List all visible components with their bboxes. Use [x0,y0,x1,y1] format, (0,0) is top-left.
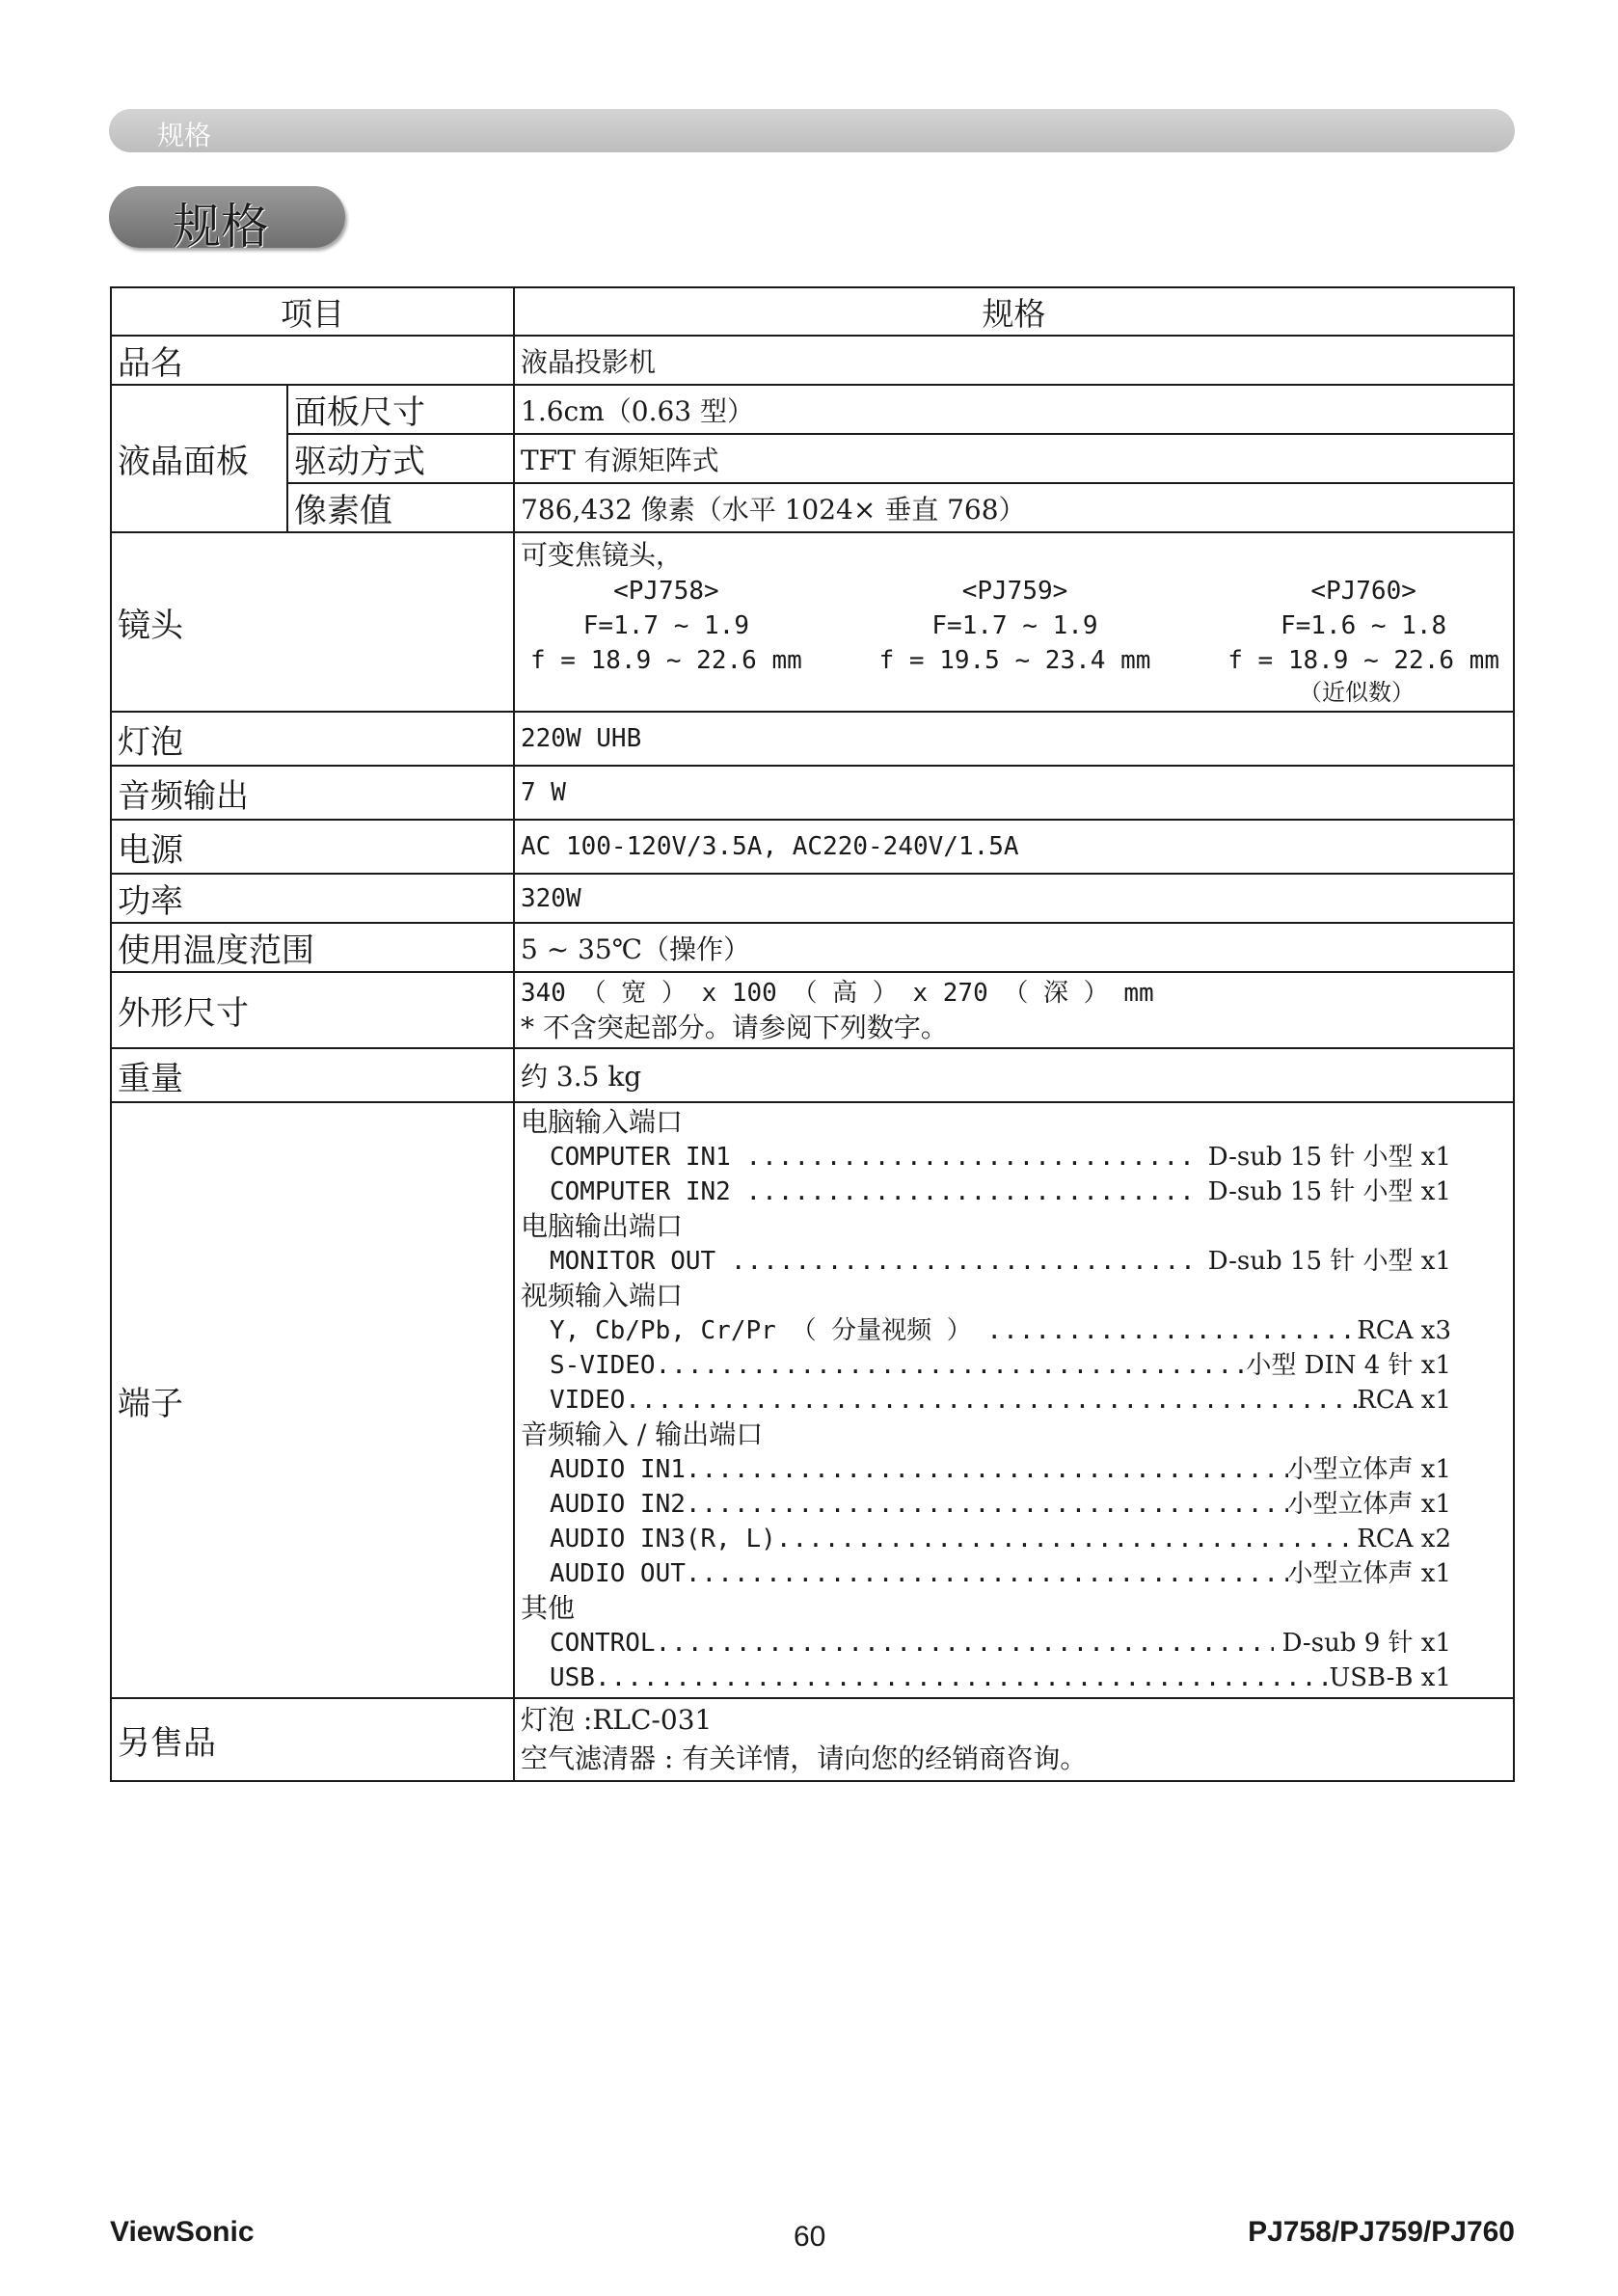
port-group-heading: 视频输入端口 [521,1280,684,1311]
port-spec: 小型立体声 x1 [1287,1490,1451,1519]
accessory-filter: 空气滤清器 : 有关详情，请向您的经销商咨询。 [521,1742,1088,1774]
table-header-row [111,287,1514,336]
value-lens [514,532,1514,712]
leader-dots [776,1522,1357,1556]
port-row [550,1487,1507,1522]
section-header-text: 规格 [157,120,212,151]
lens-focal-length: f = 19.5 ~ 23.4 mm [878,646,1151,675]
port-spec: RCA x3 [1357,1316,1451,1345]
port-spec: D-sub 15 针 小型 x1 [1200,1143,1451,1172]
port-name: COMPUTER IN1 [550,1143,746,1172]
dimensions-values: 340 （ 宽 ） x 100 （ 高 ） x 270 （ 深 ） mm [521,978,1154,1008]
row-pixels [111,483,1514,532]
port-spec: USB-B x1 [1329,1663,1451,1692]
leader-dots [731,1244,1200,1279]
port-spec: D-sub 15 针 小型 x1 [1200,1177,1451,1206]
leader-dots [686,1556,1288,1591]
port-group-heading: 电脑输出端口 [521,1210,684,1242]
value-weight: 约 3.5 kg [514,1048,1514,1102]
port-spec: 小型立体声 x1 [1287,1455,1451,1484]
footer-brand: ViewSonic [110,2216,255,2248]
footer-page-number: 60 [794,2221,826,2253]
port-name: MONITOR OUT [550,1247,731,1276]
port-row [550,1140,1507,1175]
port-group-heading: 其他 [521,1592,576,1624]
label-audio-output: 音频输出 [111,766,514,820]
lens-f-number: F=1.7 ~ 1.9 [931,611,1098,640]
row-lens [111,532,1514,712]
value-power-consumption: 320W [514,874,1514,923]
port-name: CONTROL [550,1629,656,1658]
label-drive-method: 驱动方式 [287,434,514,483]
label-product-name: 品名 [111,336,514,385]
label-accessories: 另售品 [111,1698,514,1781]
label-dimensions: 外形尺寸 [111,972,514,1048]
port-row [550,1175,1507,1209]
value-ports [514,1102,1514,1698]
lens-focal-length: f = 18.9 ~ 22.6 mm [530,646,802,675]
value-panel-size: 1.6cm（0.63 型） [514,385,1514,434]
port-row [550,1313,1507,1348]
port-spec: 小型 DIN 4 针 x1 [1246,1351,1451,1380]
row-weight [111,1048,1514,1102]
accessory-lamp: 灯泡 :RLC-031 [521,1704,713,1736]
port-spec: 小型立体声 x1 [1287,1559,1451,1588]
spec-table [110,286,1515,1782]
page-title: 规格 [173,199,269,255]
label-panel-size: 面板尺寸 [287,385,514,434]
port-spec: RCA x1 [1357,1386,1451,1415]
row-lamp [111,712,1514,766]
port-row [550,1348,1507,1383]
lens-model-name: <PJ760> [1310,577,1416,606]
leader-dots [686,1452,1288,1487]
leader-dots [595,1661,1329,1695]
lens-model-col [879,574,1151,678]
port-row [550,1522,1507,1556]
port-row [550,1626,1507,1661]
lens-f-number: F=1.6 ~ 1.8 [1281,611,1447,640]
row-power-consumption [111,874,1514,923]
value-accessories [514,1698,1514,1781]
lens-model-name: <PJ759> [961,577,1068,606]
row-accessories [111,1698,1514,1781]
port-spec: D-sub 9 针 x1 [1274,1629,1451,1658]
row-product-name [111,336,1514,385]
port-row [550,1452,1507,1487]
footer-models: PJ758/PJ759/PJ760 [1248,2216,1515,2248]
port-name: AUDIO OUT [550,1559,686,1588]
port-name: AUDIO IN2 [550,1490,686,1519]
port-spec: RCA x2 [1357,1525,1451,1553]
value-product-name: 液晶投影机 [514,336,1514,385]
label-power: 电源 [111,820,514,874]
lens-model-col [1227,574,1499,678]
value-dimensions [514,972,1514,1048]
leader-dots [686,1487,1288,1522]
lens-intro: 可变焦镜头， [521,539,684,571]
lens-focal-length: f = 18.9 ~ 22.6 mm [1227,646,1499,675]
value-lamp: 220W UHB [514,712,1514,766]
header-item: 项目 [111,287,514,336]
row-power [111,820,1514,874]
lens-note: （近似数） [1299,679,1415,706]
port-name: S-VIDEO [550,1351,656,1380]
value-pixels: 786,432 像素（水平 1024× 垂直 768） [514,483,1514,532]
port-name: COMPUTER IN2 [550,1177,746,1206]
port-row [550,1661,1507,1695]
port-name: Y, Cb/Pb, Cr/Pr （ 分量视频 ） [550,1316,987,1345]
value-audio-output: 7 W [514,766,1514,820]
label-weight: 重量 [111,1048,514,1102]
value-temperature: 5 ~ 35℃（操作） [514,923,1514,972]
label-temperature: 使用温度范围 [111,923,514,972]
port-name: VIDEO [550,1386,626,1415]
value-drive-method: TFT 有源矩阵式 [514,434,1514,483]
row-ports [111,1102,1514,1698]
lens-model-col [530,574,802,678]
port-name: USB [550,1663,595,1692]
row-dimensions [111,972,1514,1048]
label-lcd-panel: 液晶面板 [111,385,287,532]
label-lamp: 灯泡 [111,712,514,766]
port-row [550,1556,1507,1591]
row-panel-size [111,385,1514,434]
section-header-bar [109,109,1515,152]
port-group-heading: 电脑输入端口 [521,1106,684,1138]
dimensions-note: * 不含突起部分。请参阅下列数字。 [521,1011,948,1043]
port-name: AUDIO IN3(R, L) [550,1525,776,1553]
leader-dots [656,1348,1247,1383]
leader-dots [656,1626,1275,1661]
lens-model-name: <PJ758> [613,577,719,606]
label-ports: 端子 [111,1102,514,1698]
leader-dots [986,1313,1357,1348]
label-pixels: 像素值 [287,483,514,532]
header-spec: 规格 [514,287,1514,336]
port-spec: D-sub 15 针 小型 x1 [1200,1247,1451,1276]
value-power: AC 100-120V/3.5A, AC220-240V/1.5A [514,820,1514,874]
leader-dots [746,1140,1200,1175]
port-row [550,1244,1507,1279]
label-power-consumption: 功率 [111,874,514,923]
row-temperature [111,923,1514,972]
label-lens: 镜头 [111,532,514,712]
leader-dots [746,1175,1200,1209]
lens-models [521,574,1507,678]
leader-dots [625,1383,1357,1418]
page-title-badge [109,186,345,255]
port-row [550,1383,1507,1418]
port-name: AUDIO IN1 [550,1455,686,1484]
row-audio-output [111,766,1514,820]
port-group-heading: 音频输入 / 输出端口 [521,1418,764,1450]
row-drive-method [111,434,1514,483]
lens-f-number: F=1.7 ~ 1.9 [582,611,749,640]
